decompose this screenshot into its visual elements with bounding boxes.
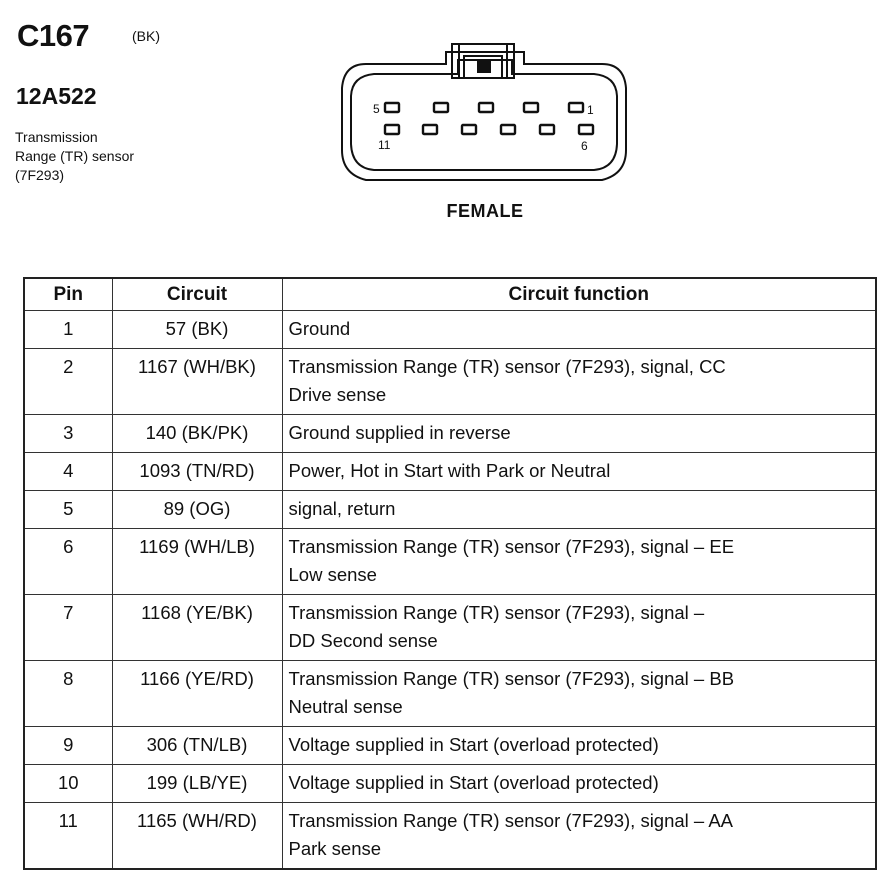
header-function: Circuit function bbox=[282, 278, 876, 311]
circuit-cell: 57 (BK) bbox=[112, 311, 282, 349]
function-line: Transmission Range (TR) sensor (7F293), signal, CC bbox=[288, 356, 726, 377]
function-line: Transmission Range (TR) sensor (7F293), signal – EE bbox=[288, 536, 735, 557]
table-row bbox=[24, 453, 876, 491]
function-line: Transmission Range (TR) sensor (7F293), signal – bbox=[288, 602, 705, 623]
function-cell: signal, return bbox=[282, 491, 876, 529]
table-row bbox=[24, 349, 876, 415]
pin-cell: 1 bbox=[24, 311, 112, 349]
pin-cell: 3 bbox=[24, 415, 112, 453]
pin-cavity-3 bbox=[479, 103, 493, 112]
function-cell: Ground supplied in reverse bbox=[282, 415, 876, 453]
part-number: 12A522 bbox=[16, 83, 97, 109]
pin-label-1: 1 bbox=[587, 103, 594, 117]
circuit-cell: 140 (BK/PK) bbox=[112, 415, 282, 453]
connector-inner-shell bbox=[351, 60, 617, 170]
table-row bbox=[24, 765, 876, 803]
function-line: Transmission Range (TR) sensor (7F293), signal – BB bbox=[288, 668, 735, 689]
pin-label-11: 11 bbox=[378, 138, 391, 152]
function-line: Low sense bbox=[288, 564, 377, 585]
circuit-cell: 1167 (WH/BK) bbox=[112, 349, 282, 415]
pin-cavity-6 bbox=[579, 125, 593, 134]
table-row bbox=[24, 529, 876, 595]
pin-cavity-7 bbox=[540, 125, 554, 134]
pin-cavity-10 bbox=[423, 125, 437, 134]
pin-cavity-9 bbox=[462, 125, 476, 134]
function-cell: Power, Hot in Start with Park or Neutral bbox=[282, 453, 876, 491]
pin-cavity-4 bbox=[434, 103, 448, 112]
table-row bbox=[24, 595, 876, 661]
latch-tab bbox=[478, 62, 490, 72]
function-cell bbox=[282, 349, 876, 415]
function-cell: Voltage supplied in Start (overload protected) bbox=[282, 765, 876, 803]
table-row bbox=[24, 491, 876, 529]
pin-label-5: 5 bbox=[373, 102, 380, 116]
table-row bbox=[24, 803, 876, 870]
pin-cell: 8 bbox=[24, 661, 112, 727]
table-row bbox=[24, 415, 876, 453]
description-line: (7F293) bbox=[15, 167, 65, 183]
function-line: Neutral sense bbox=[288, 696, 403, 717]
pin-label-6: 6 bbox=[581, 139, 588, 153]
pinout-table bbox=[23, 277, 877, 870]
pin-cell: 11 bbox=[24, 803, 112, 870]
pin-cavity-1 bbox=[569, 103, 583, 112]
description-line: Transmission bbox=[15, 129, 98, 145]
pin-cavity-8 bbox=[501, 125, 515, 134]
connector-face-diagram bbox=[336, 42, 632, 194]
pin-cell: 5 bbox=[24, 491, 112, 529]
pin-cell: 7 bbox=[24, 595, 112, 661]
function-cell bbox=[282, 595, 876, 661]
table-header-row bbox=[24, 278, 876, 311]
function-line: Park sense bbox=[288, 838, 382, 859]
circuit-cell: 1169 (WH/LB) bbox=[112, 529, 282, 595]
circuit-cell: 1165 (WH/RD) bbox=[112, 803, 282, 870]
connector-color: (BK) bbox=[132, 28, 160, 44]
function-cell bbox=[282, 803, 876, 870]
function-line: Drive sense bbox=[288, 384, 387, 405]
table-row bbox=[24, 311, 876, 349]
function-line: DD Second sense bbox=[288, 630, 438, 651]
component-description bbox=[15, 128, 134, 185]
description-line: Range (TR) sensor bbox=[15, 148, 135, 164]
circuit-cell: 1168 (YE/BK) bbox=[112, 595, 282, 661]
pin-cell: 9 bbox=[24, 727, 112, 765]
pin-cavity-11 bbox=[385, 125, 399, 134]
pin-cell: 2 bbox=[24, 349, 112, 415]
function-cell: Voltage supplied in Start (overload protected) bbox=[282, 727, 876, 765]
header-circuit: Circuit bbox=[112, 278, 282, 311]
circuit-cell: 89 (OG) bbox=[112, 491, 282, 529]
pin-cell: 4 bbox=[24, 453, 112, 491]
table-row bbox=[24, 661, 876, 727]
pin-cavity-5 bbox=[385, 103, 399, 112]
function-cell: Ground bbox=[282, 311, 876, 349]
pin-cell: 10 bbox=[24, 765, 112, 803]
header-pin: Pin bbox=[24, 278, 112, 311]
circuit-cell: 306 (TN/LB) bbox=[112, 727, 282, 765]
pin-cavity-2 bbox=[524, 103, 538, 112]
circuit-cell: 199 (LB/YE) bbox=[112, 765, 282, 803]
function-cell bbox=[282, 529, 876, 595]
circuit-cell: 1166 (YE/RD) bbox=[112, 661, 282, 727]
gender-label: FEMALE bbox=[446, 201, 524, 221]
connector-id: C167 bbox=[17, 18, 90, 53]
function-cell bbox=[282, 661, 876, 727]
function-line: Transmission Range (TR) sensor (7F293), signal – AA bbox=[288, 810, 734, 831]
table-row bbox=[24, 727, 876, 765]
pin-cell: 6 bbox=[24, 529, 112, 595]
circuit-cell: 1093 (TN/RD) bbox=[112, 453, 282, 491]
